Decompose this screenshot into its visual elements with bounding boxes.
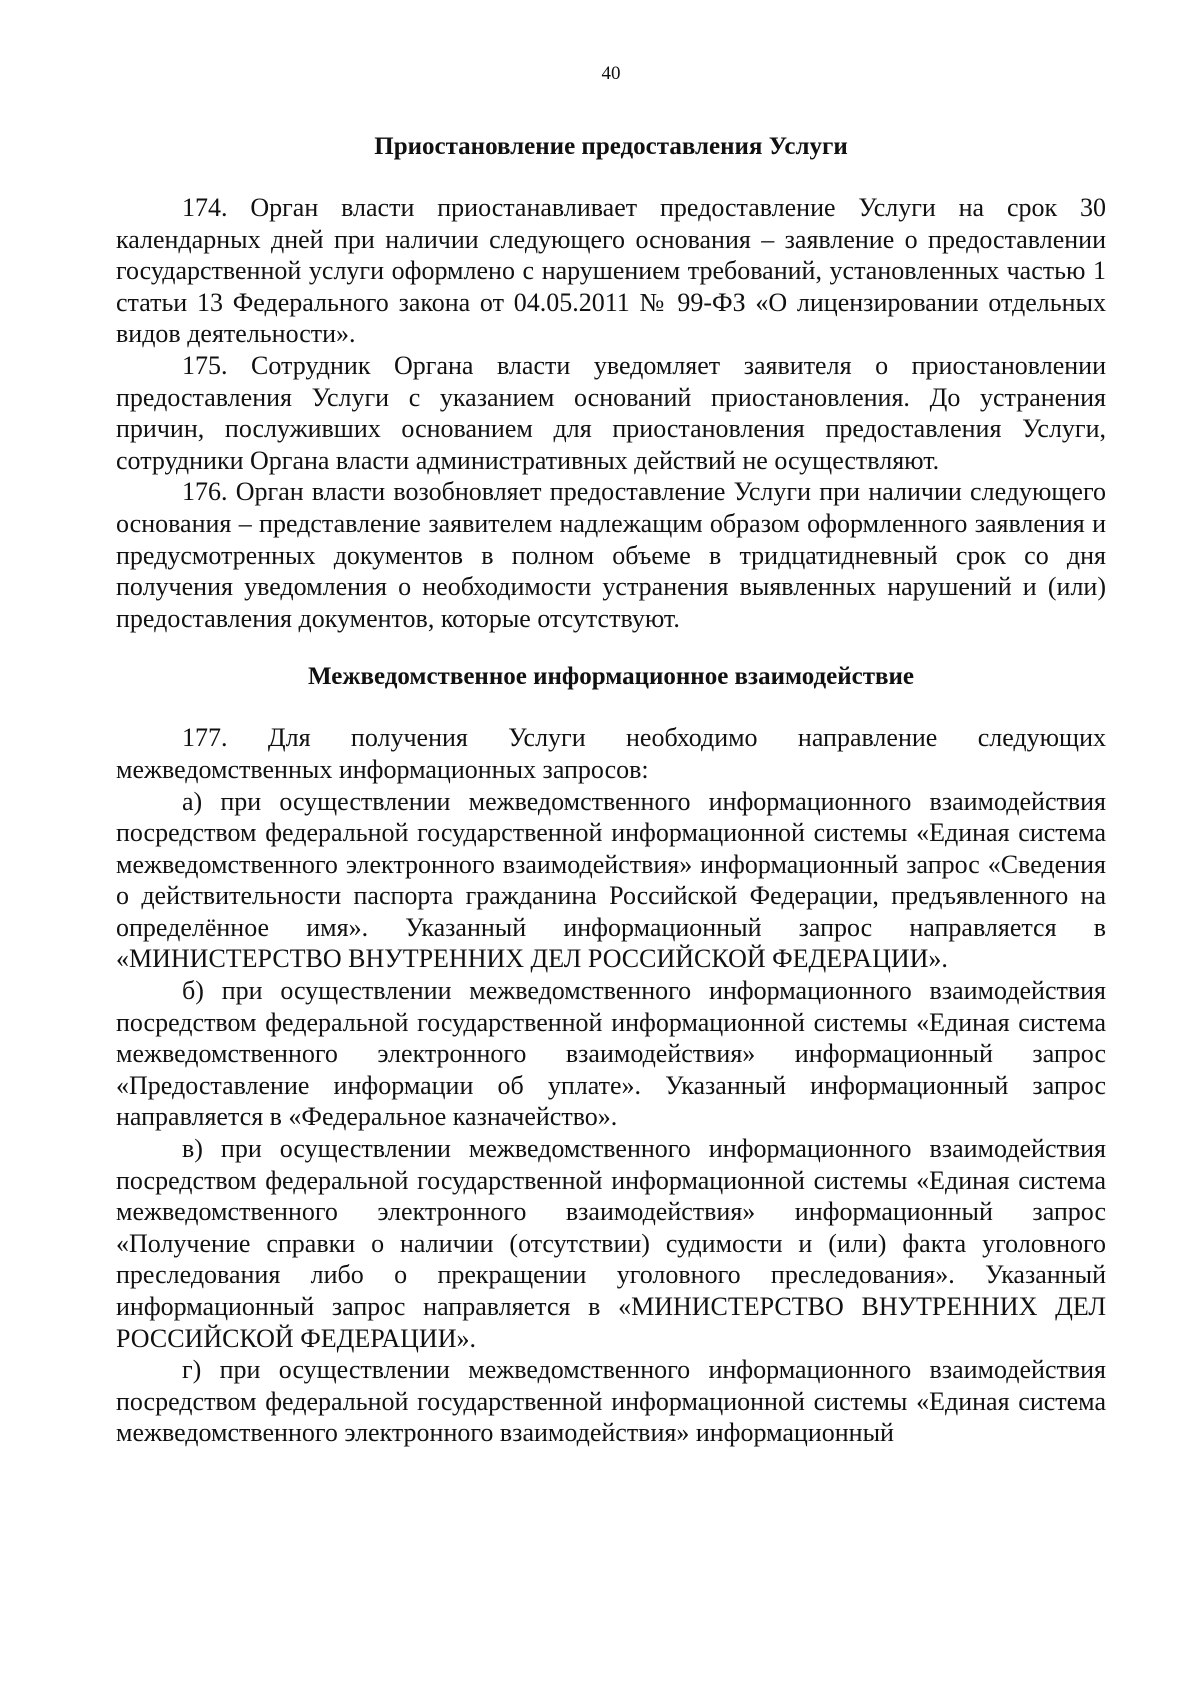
paragraph-175: 175. Сотрудник Органа власти уведомляет заявителя о приостановлении предоставления Услуги с указанием оснований приостановления. До устранения причин, послуживших основанием для приостановления предоставления Услуги, сотрудники Органа власти административных действий не осуществляют.: [116, 350, 1106, 475]
page-number: 40: [601, 63, 621, 84]
paragraph-177-b: б) при осуществлении межведомственного информационного взаимодействия посредством федеральной государственной информационной системы «Единая система межведомственного электронного взаимодействия» информационный запрос «Предоставление информации об уплате». Указанный информационный запрос направляется в «Федеральное казначейство».: [116, 976, 1106, 1132]
paragraph-176: 176. Орган власти возобновляет предоставление Услуги при наличии следующего основания – представление заявителем надлежащим образом оформленного заявления и предусмотренных документов в полном объеме в тридцатидневный срок со дня получения уведомления о необходимости устранения выявленных нарушений и (или) предоставления документов, которые отсутствуют.: [116, 477, 1106, 633]
paragraph-177-v: в) при осуществлении межведомственного информационного взаимодействия посредством федеральной государственной информационной системы «Единая система межведомственного электронного взаимодействия» информационный запрос «Получение справки о наличии (отсутствии) судимости и (или) факта уголовного преследования либо о прекращении уголовного преследования». Указанный информационный запрос направляется в «МИНИСТЕРСТВО ВНУТРЕННИХ ДЕЛ РОССИЙСКОЙ ФЕДЕРАЦИИ».: [116, 1134, 1106, 1353]
paragraph-177-g: г) при осуществлении межведомственного информационного взаимодействия посредством федеральной государственной информационной системы «Единая система межведомственного электронного взаимодействия» информационный: [116, 1355, 1106, 1448]
section-heading-suspension: Приостановление предоставления Услуги: [374, 133, 848, 160]
section-heading-interagency: Межведомственное информационное взаимодействие: [308, 663, 914, 691]
paragraph-174: 174. Орган власти приостанавливает предоставление Услуги на срок 30 календарных дней при наличии следующего основания – заявление о предоставлении государственной услуги оформлено с нарушением требований, установленных частью 1 статьи 13 Федерального закона от 04.05.2011 № 99-ФЗ «О лицензировании отдельных видов деятельности».: [116, 193, 1106, 349]
paragraph-177-a: а) при осуществлении межведомственного информационного взаимодействия посредством федеральной государственной информационной системы «Единая система межведомственного электронного взаимодействия» информационный запрос «Сведения о действительности паспорта гражданина Российской Федерации, предъявленного на определённое имя». Указанный информационный запрос направляется в «МИНИСТЕРСТВО ВНУТРЕННИХ ДЕЛ РОССИЙСКОЙ ФЕДЕРАЦИИ».: [116, 786, 1106, 974]
paragraph-177: 177. Для получения Услуги необходимо направление следующих межведомственных информационных запросов:: [116, 723, 1106, 784]
